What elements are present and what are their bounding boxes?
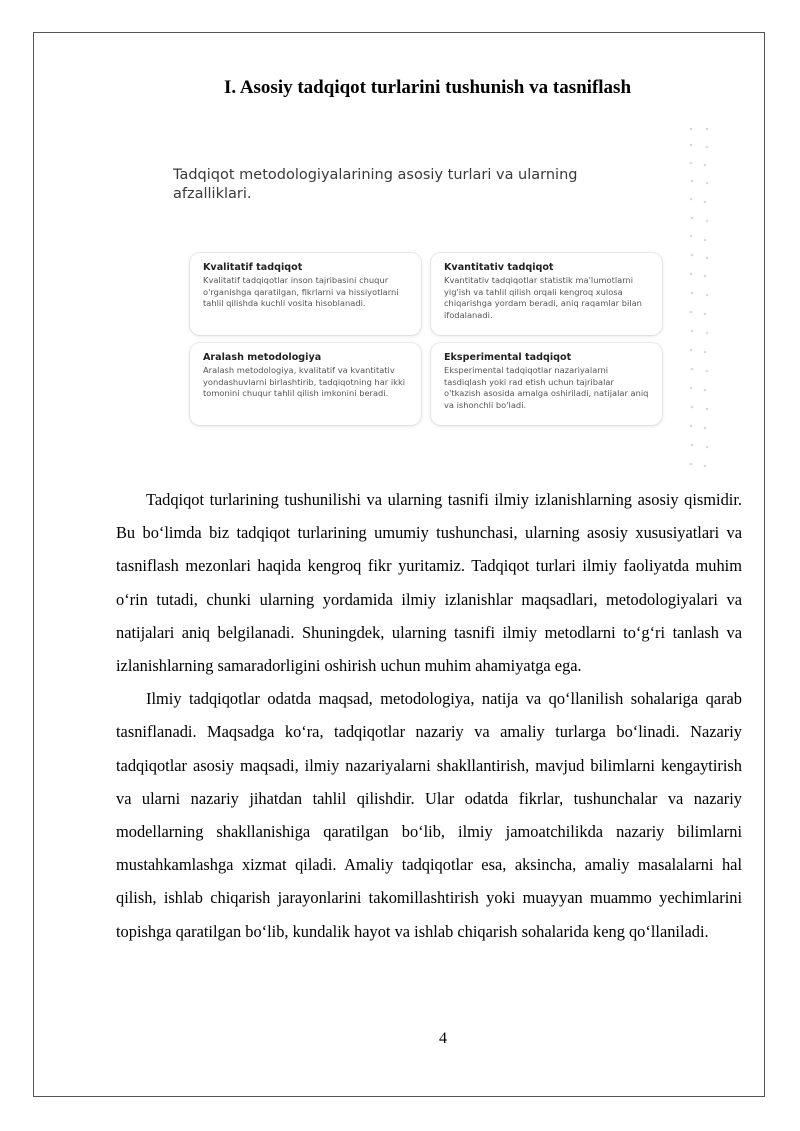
- paragraph: Tadqiqot turlarining tushunilishi va ularning tasnifi ilmiy izlanishlarning asosiy qismidir. Bu bo‘limda biz tadqiqot turlarining umumiy tushunchasi, ularning asosiy xususiyatlari va tasniflash mezonlari haqida kengroq fikr yuritamiz. Tadqiqot turlari ilmiy faoliyatda muhim o‘rin tutadi, chunki ularning yordamida ilmiy izlanishlar maqsadlari, metodologiyalari va natijalari aniq belgilanadi. Shuningdek, ularning tasnifi ilmiy metodlarni to‘g‘ri tanlash va izlanishlarning samaradorligini oshirish uchun muhim ahamiyatga ega.: [116, 490, 742, 676]
- card-text: Kvalitatif tadqiqotlar inson tajribasini chuqur o'rganishga qaratilgan, fikrlarni va hissiyotlarni tahlil qilishda kuchli vosita hisoblanadi.: [203, 275, 399, 308]
- decorative-dots: [683, 126, 713, 474]
- section-heading: I. Asosiy tadqiqot turlarini tushunish va tasniflash: [223, 77, 632, 98]
- card-qualitative: [190, 253, 421, 335]
- card-text: Aralash metodologiya, kvalitatif va kvantitativ yondashuvlarni birlashtirib, tadqiqotning har ikki tomonini chuqur tahlil qilish imkonini beradi.: [203, 365, 406, 398]
- card-title: Kvalitatif tadqiqot: [203, 262, 303, 273]
- methodology-figure: [170, 150, 680, 440]
- card-mixed: [190, 343, 421, 425]
- card-title: Eksperimental tadqiqot: [444, 352, 572, 363]
- card-text: Eksperimental tadqiqotlar nazariyalarni tasdiqlash yoki rad etish uchun tajribalar o'tkazish asosida amalga oshiriladi, natijalar aniq va ishonchli bo'ladi.: [444, 365, 649, 410]
- card-text: Kvantitativ tadqiqotlar statistik ma'lumotlarni yig'ish va tahlil qilish orqali kengroq xulosa chiqarishga yordam beradi, aniq raqamlar bilan ifodalanadi.: [444, 275, 642, 320]
- card-title: Kvantitativ tadqiqot: [444, 262, 554, 273]
- figure-title: Tadqiqot metodologiyalarining asosiy turlari va ularning afzalliklari.: [173, 167, 578, 202]
- card-experimental: [431, 343, 662, 425]
- page-number: 4: [439, 1030, 447, 1047]
- card-title: Aralash metodologiya: [203, 352, 322, 363]
- card-quantitative: [431, 253, 662, 335]
- paragraph: Ilmiy tadqiqotlar odatda maqsad, metodologiya, natija va qo‘llanilish sohalariga qarab tasniflanadi. Maqsadga ko‘ra, tadqiqotlar nazariy va amaliy turlarga bo‘linadi. Nazariy tadqiqotlar asosiy maqsadi, ilmiy nazariyalarni shakllantirish, mavjud bilimlarni kengaytirish va ularni nazariy jihatdan tahlil qilishdir. Ular odatda fikrlar, tushunchalar va nazariy modellarning shakllanishiga qaratilgan bo‘lib, ilmiy jamoatchilikda nazariy bilimlarni mustahkamlashga xizmat qiladi. Amaliy tadqiqotlar esa, aksincha, amaliy masalalarni hal qilish, ishlab chiqarish jarayonlarini takomillashtirish yoki muayyan muammo yechimlarini topishga qaratilgan bo‘lib, kundalik hayot va ishlab chiqarish sohalarida keng qo‘llaniladi.: [116, 689, 742, 941]
- body-text: [116, 483, 742, 948]
